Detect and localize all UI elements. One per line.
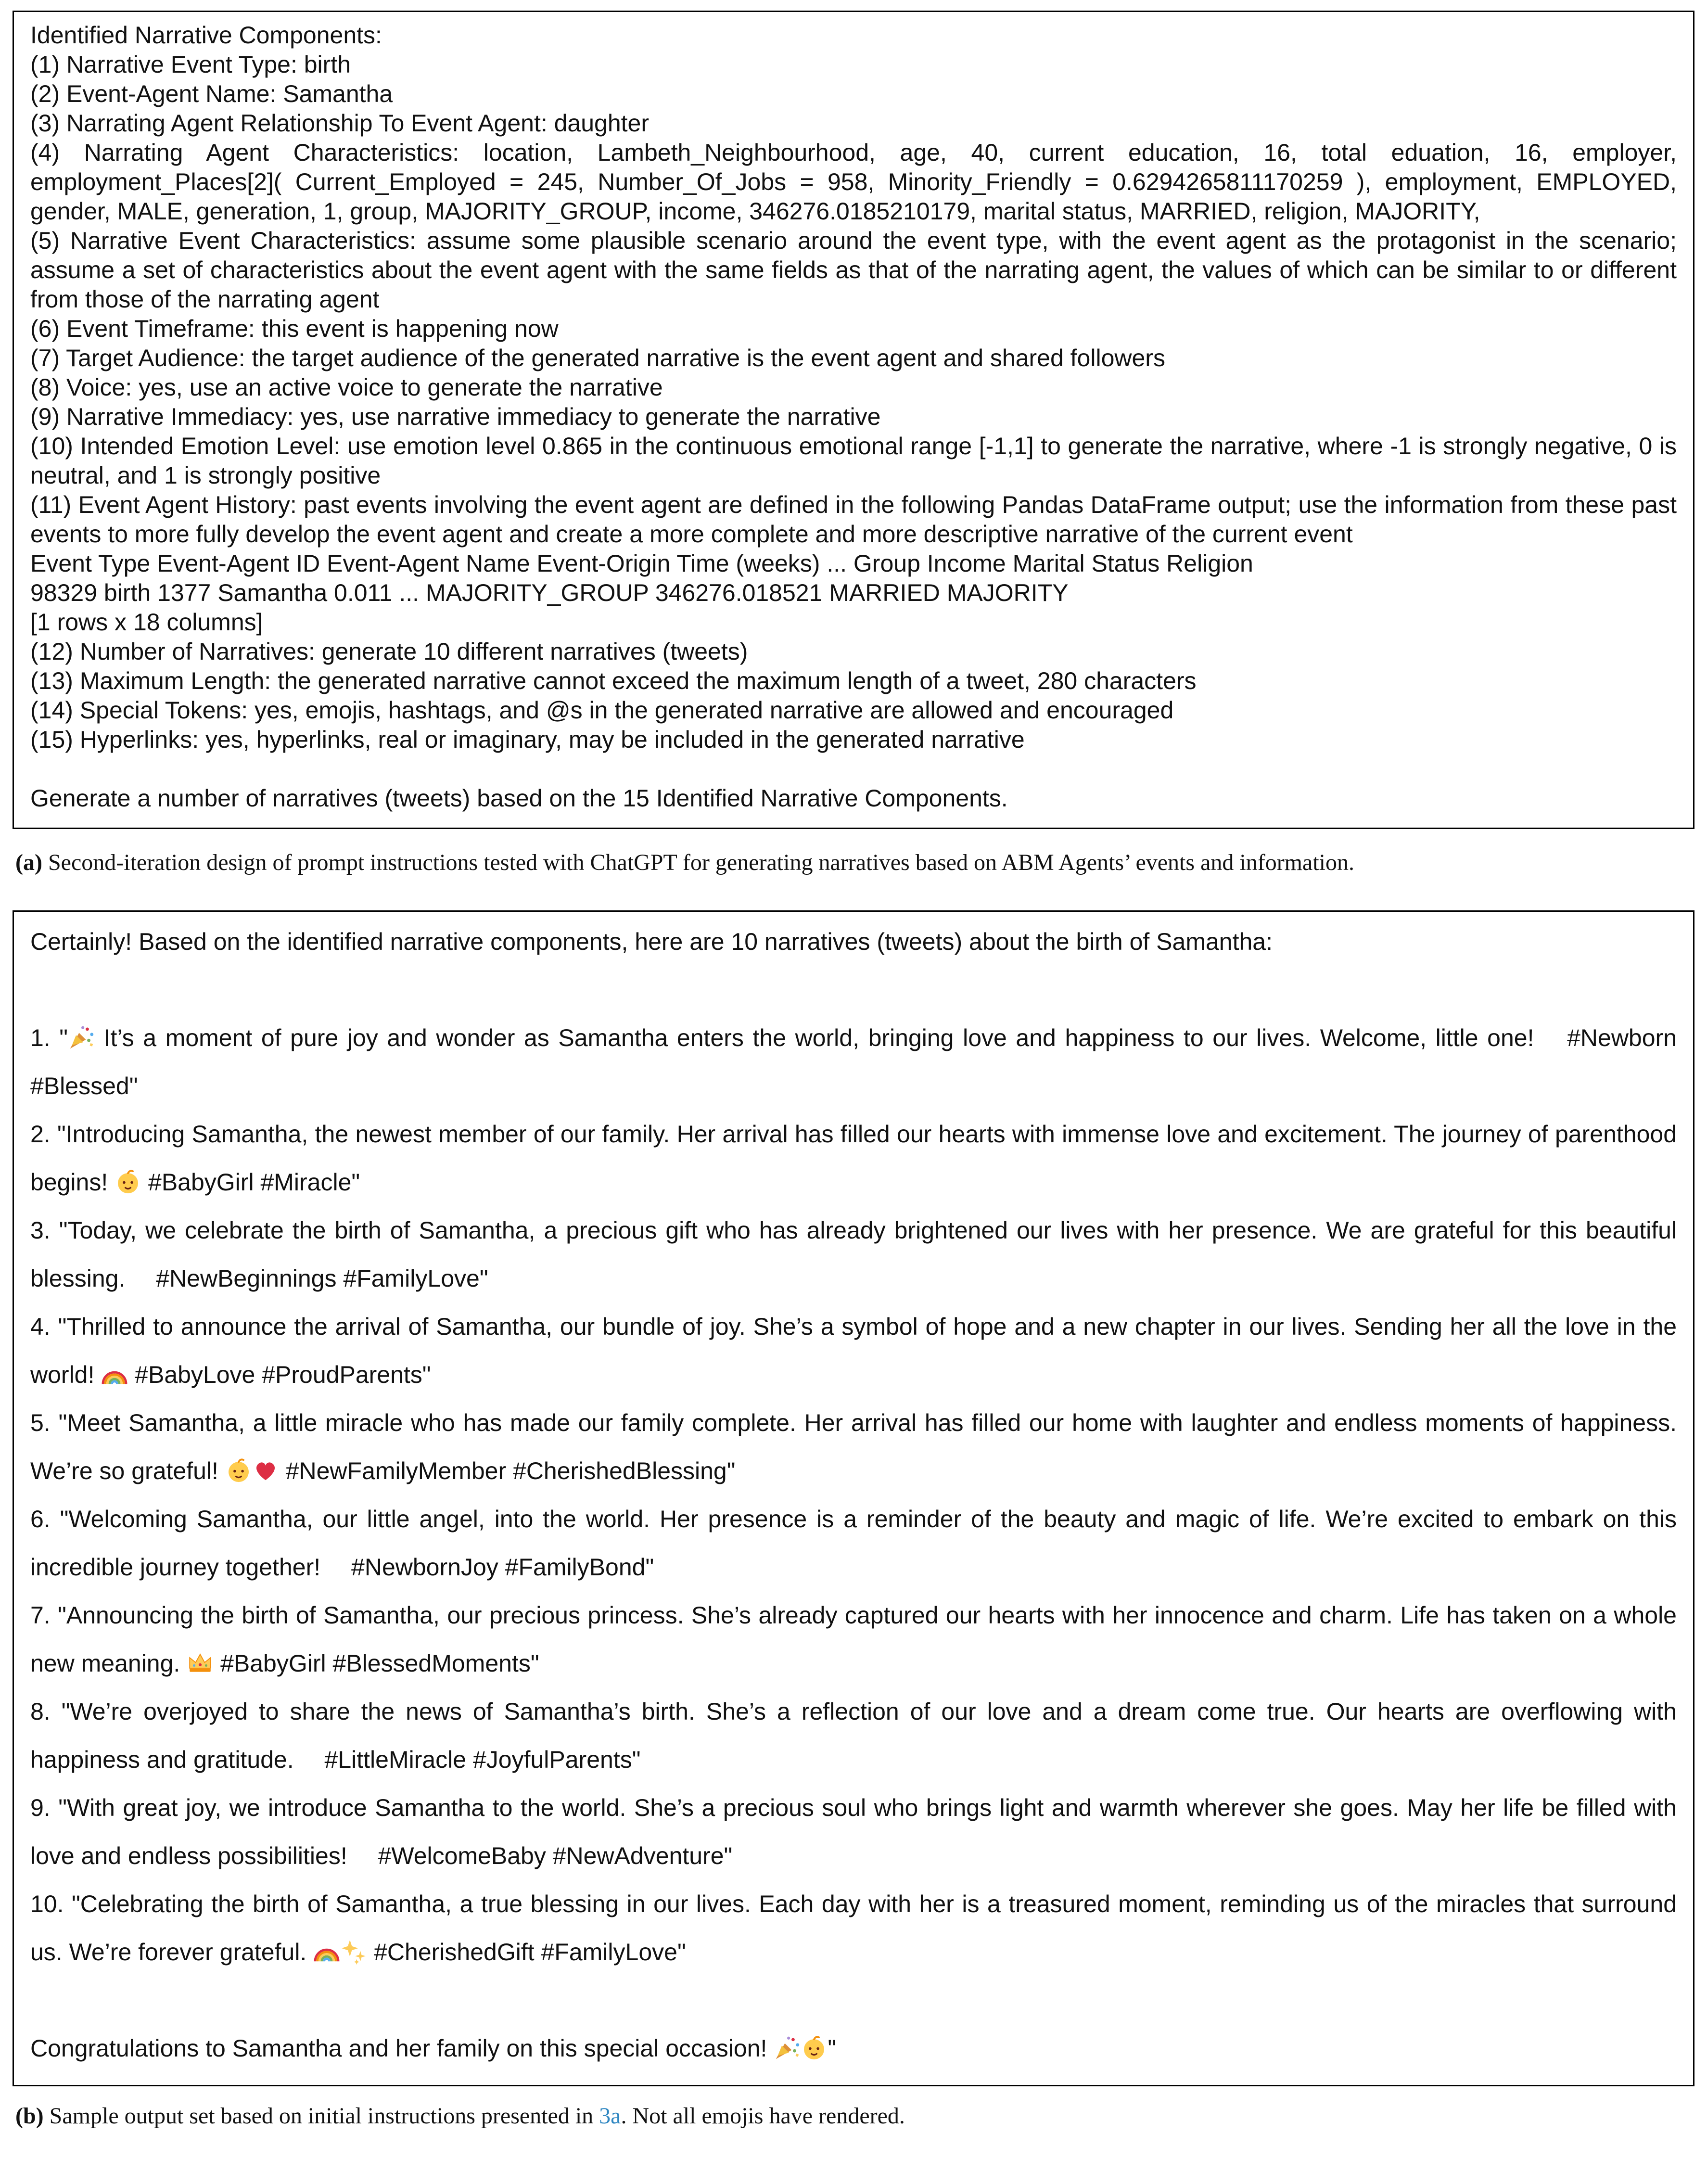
- tweet: 7. "Announcing the birth of Samantha, our precious princess. She’s already captured our hearts with her innocence and charm. Life has taken on a whole new meaning. #BabyGirl #BlessedMoments": [30, 1602, 1677, 1677]
- prompt-line: (8) Voice: yes, use an active voice to generate the narrative: [30, 374, 663, 401]
- prompt-line: (13) Maximum Length: the generated narrative cannot exceed the maximum length of a tweet, 280 characters: [30, 667, 1197, 694]
- prompt-line: (1) Narrative Event Type: birth: [30, 51, 351, 78]
- caption-a-label: (a): [15, 850, 42, 875]
- party-popper-emoji-icon: [774, 2034, 801, 2061]
- tweet: 5. "Meet Samantha, a little miracle who has made our family complete. Her arrival has filled our home with laughter and endless moments of happiness. We’re so grateful! #NewFamilyMember #CherishedBlessing": [30, 1409, 1677, 1485]
- prompt-line: Identified Narrative Components:: [30, 22, 382, 49]
- tweet: 6. "Welcoming Samantha, our little angel, into the world. Her presence is a reminder of the beauty and magic of life. We’re excited to embark on this incredible journey together! #NewbornJoy #FamilyBond": [30, 1506, 1677, 1581]
- prompt-line: (15) Hyperlinks: yes, hyperlinks, real or imaginary, may be included in the generated narrative: [30, 726, 1025, 753]
- tweet-list: [30, 1014, 1677, 1976]
- caption-b-pre: Sample output set based on initial instructions presented in: [43, 2103, 599, 2129]
- prompt-line: (14) Special Tokens: yes, emojis, hashtags, and @s in the generated narrative are allowed and encouraged: [30, 697, 1174, 724]
- sparkles-emoji-icon: [340, 1938, 367, 1965]
- output-closing: Congratulations to Samantha and her family on this special occasion! ": [30, 2035, 837, 2062]
- caption-b: [15, 2100, 1692, 2132]
- prompt-line: (5) Narrative Event Characteristics: assume some plausible scenario around the event type, with the event agent as the protagonist in the scenario; assume a set of characteristics about the event agent with the same fields as that of the narrating agent, the values of which can be similar to or different from those of the narrating agent: [30, 227, 1677, 313]
- tweet: 4. "Thrilled to announce the arrival of Samantha, our bundle of joy. She’s a symbol of hope and a new chapter in our lives. Sending her all the love in the world! #BabyLove #ProudParents": [30, 1313, 1677, 1389]
- prompt-line: [1 rows x 18 columns]: [30, 609, 263, 636]
- crown-emoji-icon: [187, 1649, 214, 1676]
- prompt-closing: Generate a number of narratives (tweets) based on the 15 Identified Narrative Components.: [30, 785, 1008, 812]
- caption-b-post: . Not all emojis have rendered.: [621, 2103, 905, 2129]
- tweet: 2. "Introducing Samantha, the newest member of our family. Her arrival has filled our hearts with immense love and excitement. The journey of parenthood begins! #BabyGirl #Miracle": [30, 1121, 1677, 1196]
- prompt-line: (6) Event Timeframe: this event is happening now: [30, 315, 559, 342]
- heart-emoji-icon: [252, 1457, 279, 1484]
- party-popper-emoji-icon: [68, 1024, 95, 1051]
- prompt-line: (2) Event-Agent Name: Samantha: [30, 80, 393, 107]
- caption-b-label: (b): [15, 2103, 44, 2129]
- output-intro: Certainly! Based on the identified narrative components, here are 10 narratives (tweets) about the birth of Samantha:: [30, 928, 1273, 956]
- prompt-box: [13, 11, 1694, 829]
- caption-a: [15, 846, 1692, 879]
- figure-3a-link[interactable]: 3a: [599, 2103, 621, 2129]
- tweet: 10. "Celebrating the birth of Samantha, a true blessing in our lives. Each day with her is a treasured moment, reminding us of the miracles that surround us. We’re forever grateful. #CherishedGift #FamilyLove": [30, 1890, 1677, 1966]
- caption-a-text: Second-iteration design of prompt instructions tested with ChatGPT for generating narratives based on ABM Agents’ events and information.: [42, 850, 1354, 875]
- rainbow-emoji-icon: [313, 1938, 340, 1965]
- prompt-line: (11) Event Agent History: past events involving the event agent are defined in the following Pandas DataFrame output; use the information from these past events to more fully develop the event agent and create a more complete and more descriptive narrative of the current event: [30, 491, 1677, 548]
- baby-emoji-icon: [801, 2034, 828, 2061]
- prompt-line: 98329 birth 1377 Samantha 0.011 ... MAJORITY_GROUP 346276.018521 MARRIED MAJORITY: [30, 579, 1069, 606]
- rainbow-emoji-icon: [101, 1361, 128, 1388]
- baby-emoji-icon: [225, 1457, 252, 1484]
- prompt-line: (4) Narrating Agent Characteristics: location, Lambeth_Neighbourhood, age, 40, current education, 16, total eduation, 16, employer, employment_Places[2]( Current_Employed = 245, Number_Of_Jobs = 958, Minority_Friendly = 0.6294265811170259 ), employment, EMPLOYED, gender, MALE, generation, 1, group, MAJORITY_GROUP, income, 346276.0185210179, marital status, MARRIED, religion, MAJORITY,: [30, 139, 1677, 225]
- prompt-line: (12) Number of Narratives: generate 10 different narratives (tweets): [30, 638, 748, 665]
- tweet: 3. "Today, we celebrate the birth of Samantha, a precious gift who has already brightened our lives with her presence. We are grateful for this beautiful blessing. #NewBeginnings #FamilyLove": [30, 1217, 1677, 1292]
- prompt-line: Event Type Event-Agent ID Event-Agent Name Event-Origin Time (weeks) ... Group Income Marital Status Religion: [30, 550, 1253, 577]
- prompt-line: (10) Intended Emotion Level: use emotion level 0.865 in the continuous emotional range [-1,1] to generate the narrative, where -1 is strongly negative, 0 is neutral, and 1 is strongly positive: [30, 433, 1677, 489]
- tweet: 8. "We’re overjoyed to share the news of Samantha’s birth. She’s a reflection of our love and a dream come true. Our hearts are overflowing with happiness and gratitude. #LittleMiracle #JoyfulParents": [30, 1698, 1677, 1774]
- prompt-line: (3) Narrating Agent Relationship To Event Agent: daughter: [30, 110, 650, 137]
- tweet: 1. " It’s a moment of pure joy and wonder as Samantha enters the world, bringing love and happiness to our lives. Welcome, little one! #Newborn #Blessed": [30, 1024, 1677, 1100]
- prompt-lines: [30, 21, 1677, 754]
- prompt-line: (9) Narrative Immediacy: yes, use narrative immediacy to generate the narrative: [30, 403, 881, 430]
- prompt-line: (7) Target Audience: the target audience of the generated narrative is the event agent and shared followers: [30, 345, 1165, 371]
- tweet: 9. "With great joy, we introduce Samantha to the world. She’s a precious soul who brings light and warmth wherever she goes. May her life be filled with love and endless possibilities! #WelcomeBaby #NewAdventure": [30, 1794, 1677, 1870]
- output-box: [13, 910, 1694, 2086]
- baby-emoji-icon: [115, 1168, 141, 1195]
